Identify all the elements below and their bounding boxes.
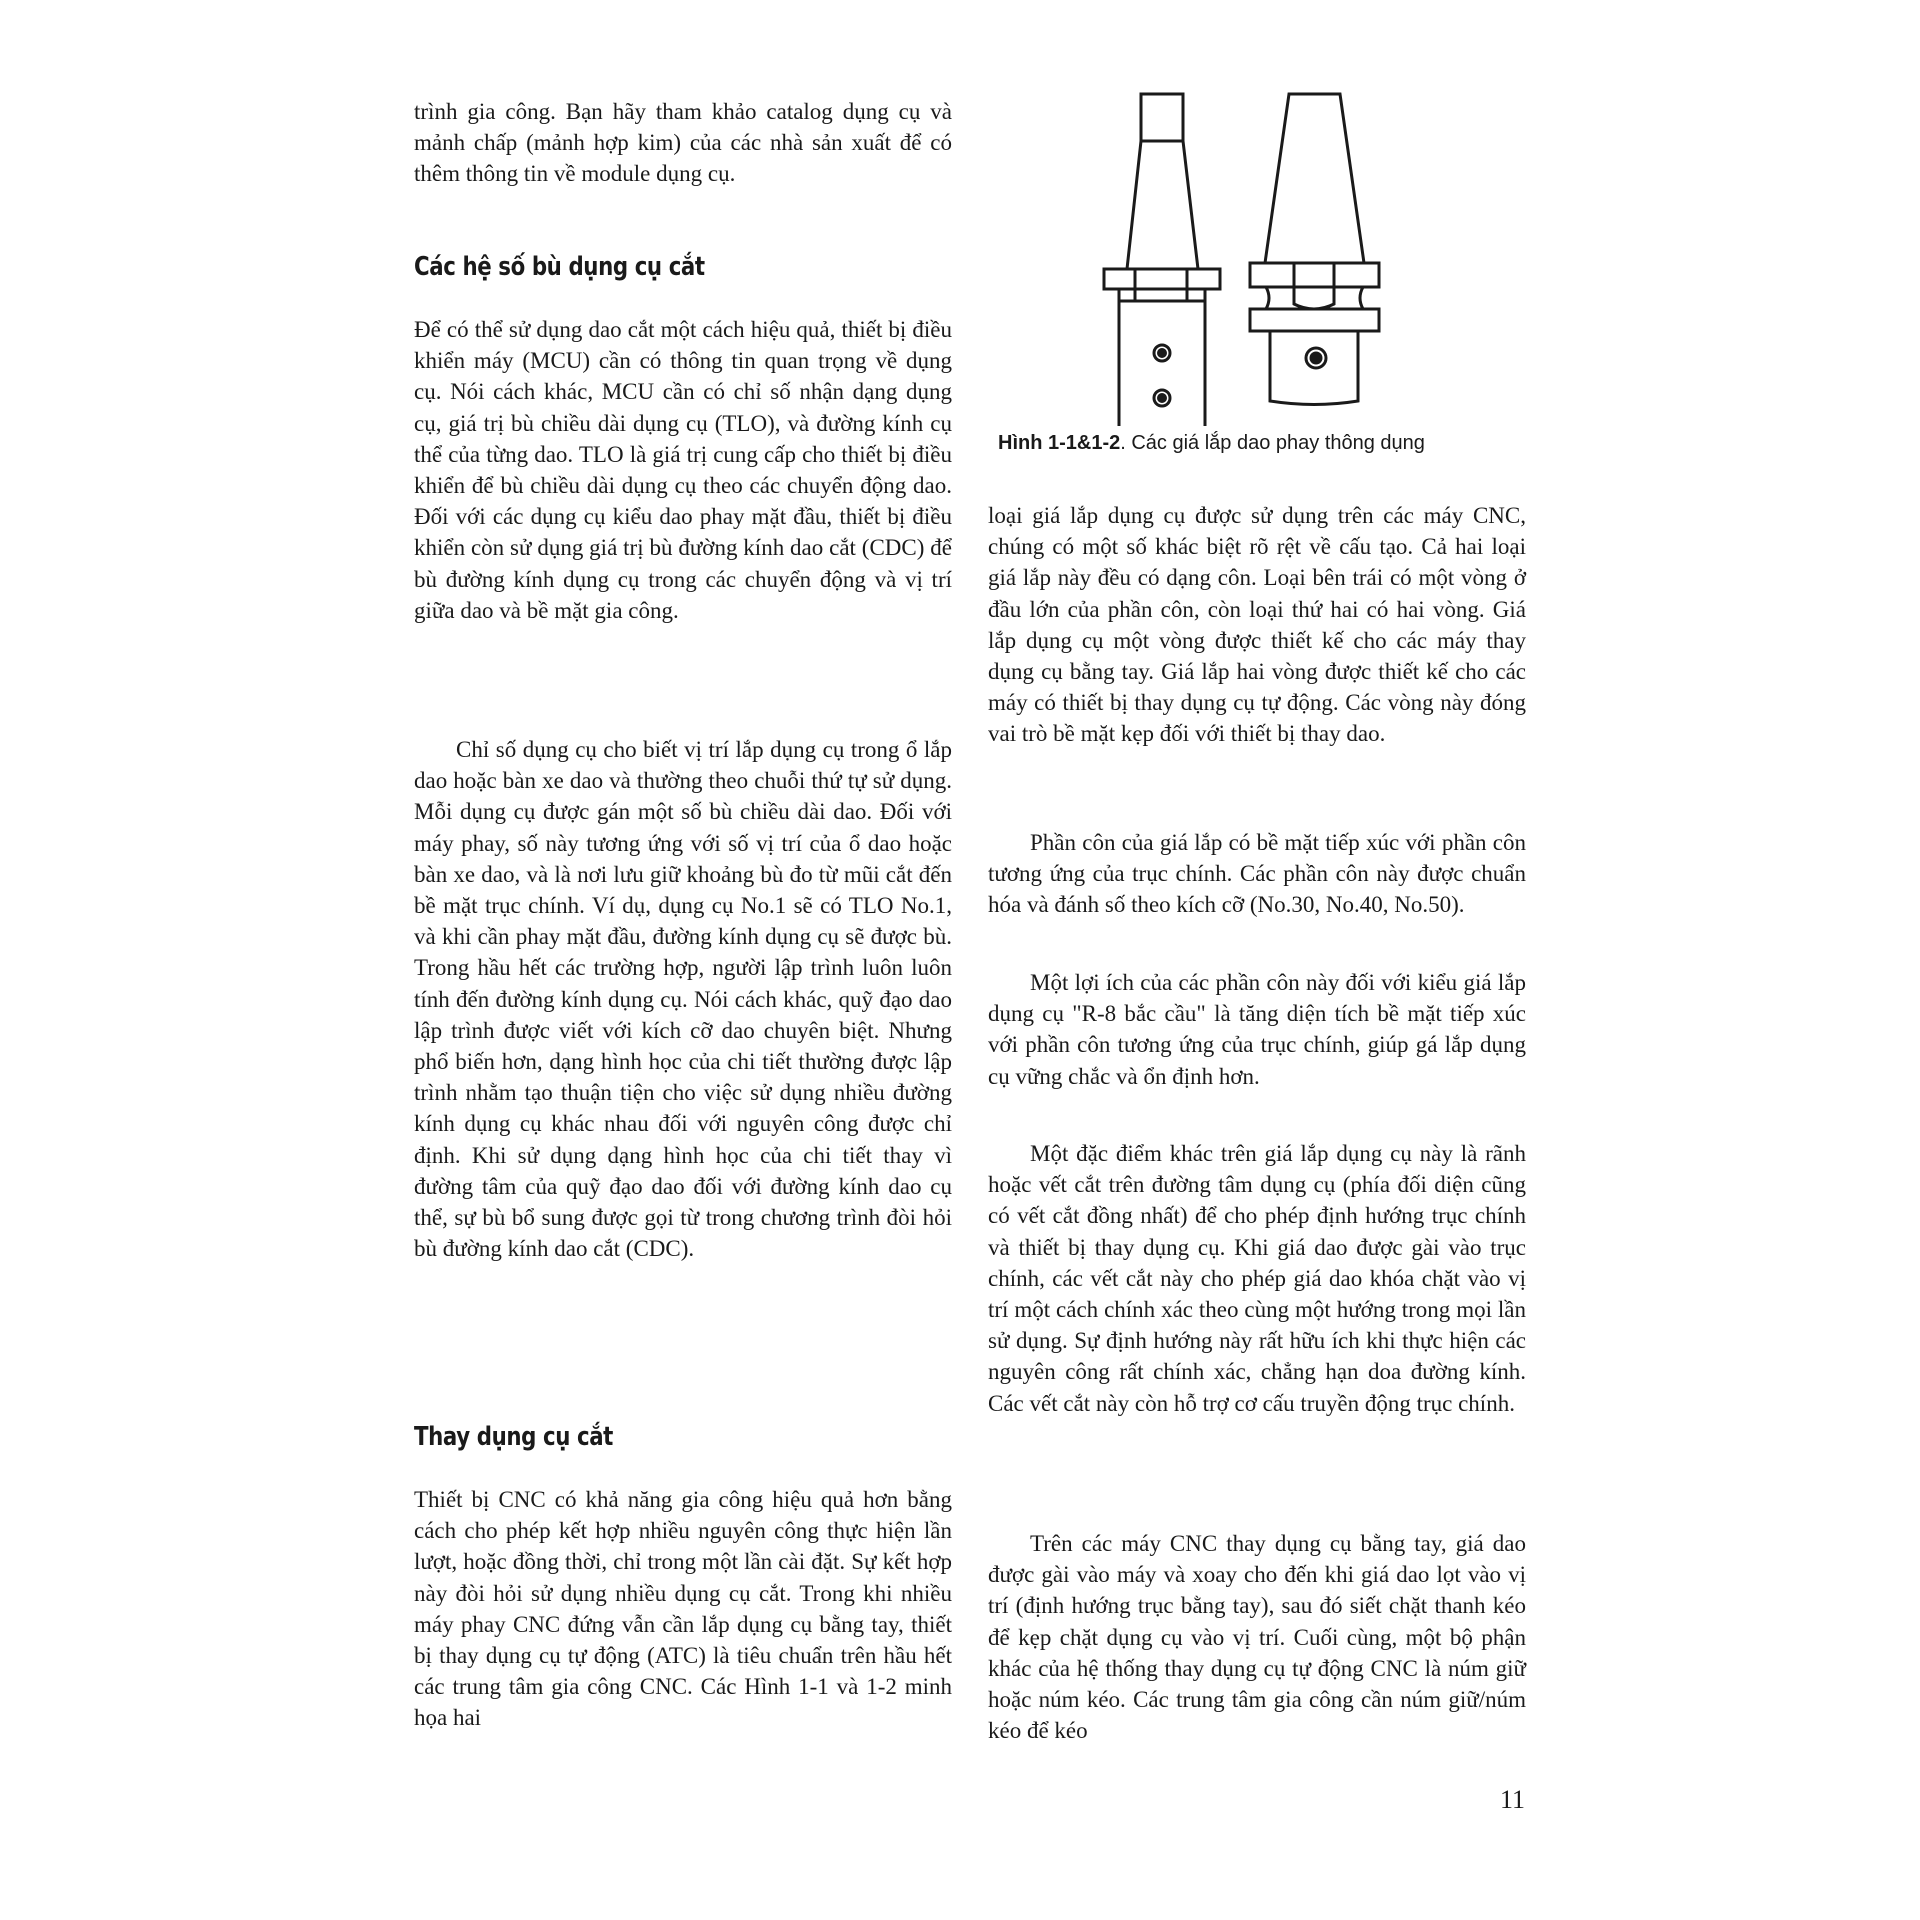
caption-label: Hình 1-1&1-2 — [998, 432, 1121, 454]
page-number: 11 — [1500, 1785, 1526, 1814]
paragraph: Trên các máy CNC thay dụng cụ bằng tay, giá dao được gài vào máy và xoay cho đến khi giá dao lọt vào vị trí (định hướng trục bằng tay), sau đó siết chặt thanh kéo để kẹp chặt dụng cụ vào vị trí. Cuối cùng, một bộ phận khác của hệ thống thay dụng cụ tự động CNC là núm giữ hoặc núm kéo. Các trung tâm gia công cần núm giữ/núm kéo để kéo — [988, 1531, 1526, 1744]
paragraph: Để có thể sử dụng dao cắt một cách hiệu quả, thiết bị điều khiển máy (MCU) cần có thông tin quan trọng về dụng cụ. Nói cách khác, MCU cần có chỉ số nhận dạng dụng cụ, giá trị bù chiều dài dụng cụ (TLO), và đường kính cụ thể của từng dao. TLO là giá trị cung cấp cho thiết bị điều khiển để bù chiều dài dụng cụ theo các chuyển động dao. Đối với các dụng cụ kiểu dao phay mặt đầu, thiết bị điều khiển còn sử dụng giá trị bù đường kính dao cắt (CDC) để bù đường kính dụng cụ trong các chuyển động và vị trí giữa dao và bề mặt gia công. — [414, 317, 952, 623]
section-heading: Các hệ số bù dụng cụ cắt — [414, 252, 705, 282]
paragraph: loại giá lắp dụng cụ được sử dụng trên các máy CNC, chúng có một số khác biệt rõ rệt về cấu tạo. Cả hai loại giá lắp này đều có dạng côn. Loại bên trái có một vòng ở đầu lớn của phần côn, còn loại thứ hai có hai vòng. Giá lắp dụng cụ một vòng được thiết kế cho các máy thay dụng cụ bằng tay. Giá lắp hai vòng được thiết kế cho các máy có thiết bị thay dụng cụ tự động. Các vòng này đóng vai trò bề mặt kẹp đối với thiết bị thay dao. — [988, 503, 1526, 747]
paragraph: Thiết bị CNC có khả năng gia công hiệu quả hơn bằng cách cho phép kết hợp nhiều nguyên công thực hiện lần lượt, hoặc đồng thời, chỉ trong một lần cài đặt. Sự kết hợp này đòi hỏi sử dụng nhiều dụng cụ cắt. Trong khi nhiều máy phay CNC đứng vẫn cần lắp dụng cụ bằng tay, thiết bị thay dụng cụ tự động (ATC) là tiêu chuẩn trên hầu hết các trung tâm gia công CNC. Các Hình 1-1 và 1-2 minh họa hai — [414, 1487, 952, 1731]
paragraph: Chỉ số dụng cụ cho biết vị trí lắp dụng cụ trong ổ lắp dao hoặc bàn xe dao và thường theo chuỗi thứ tự sử dụng. Mỗi dụng cụ được gán một số bù chiều dài dao. Đối với máy phay, số này tương ứng với số vị trí của ổ dao hoặc bàn xe dao, và là nơi lưu giữ khoảng bù đo từ mũi cắt đến bề mặt trục chính. Ví dụ, dụng cụ No.1 sẽ có TLO No.1, và khi cần phay mặt đầu, đường kính dụng cụ sẽ được bù. Trong hầu hết các trường hợp, người lập trình luôn luôn tính đến đường kính dụng cụ. Nói cách khác, quỹ đạo dao lập trình được viết với kích cỡ dao chuyên biệt. Nhưng phổ biến hơn, dạng hình học của chi tiết thường được lập trình nhằm tạo thuận tiện cho việc sử dụng nhiều đường kính dụng cụ khác nhau đối với nguyên công được chỉ định. Khi sử dụng dạng hình học của chi tiết thay vì đường tâm của quỹ đạo dao đối với đường kính dao cụ thể, sự bù bổ sung được gọi từ trong chương trình đòi hỏi bù đường kính dao cắt (CDC). — [414, 737, 952, 1262]
double-ring-holder-drawing — [1250, 94, 1379, 405]
section-heading: Thay dụng cụ cắt — [414, 1422, 613, 1452]
paragraph: Một đặc điểm khác trên giá lắp dụng cụ này là rãnh hoặc vết cắt trên đường tâm dụng cụ (phía đối diện cũng có vết cắt đồng nhất) để cho phép định hướng trục chính và thiết bị thay dụng cụ. Khi giá dao được gài vào trục chính, các vết cắt này cho phép giá dao khóa chặt vào vị trí một cách chính xác theo cùng một hướng trong mọi lần sử dụng. Sự định hướng này rất hữu ích khi thực hiện các nguyên công rất chính xác, chẳng hạn doa đường kính. Các vết cắt này còn hỗ trợ cơ cấu truyền động trục chính. — [988, 1141, 1526, 1416]
tool-holder-figure — [1090, 86, 1460, 426]
paragraph: Một lợi ích của các phần côn này đối với kiểu giá lắp dụng cụ "R-8 bắc cầu" là tăng diện tích bề mặt tiếp xúc với phần côn tương ứng của trục chính, giúp gá lắp dụng cụ vững chắc và ổn định hơn. — [988, 970, 1526, 1089]
figure-caption — [998, 432, 1558, 455]
caption-text: . Các giá lắp dao phay thông dụng — [1120, 432, 1425, 454]
paragraph: trình gia công. Bạn hãy tham khảo catalog dụng cụ và mảnh chấp (mảnh hợp kim) của các nhà sản xuất để có thêm thông tin về module dụng cụ. — [414, 99, 952, 187]
paragraph: Phần côn của giá lắp có bề mặt tiếp xúc với phần côn tương ứng của trục chính. Các phần côn này được chuẩn hóa và đánh số theo kích cỡ (No.30, No.40, No.50). — [988, 830, 1526, 918]
single-ring-holder-drawing — [1104, 94, 1220, 426]
